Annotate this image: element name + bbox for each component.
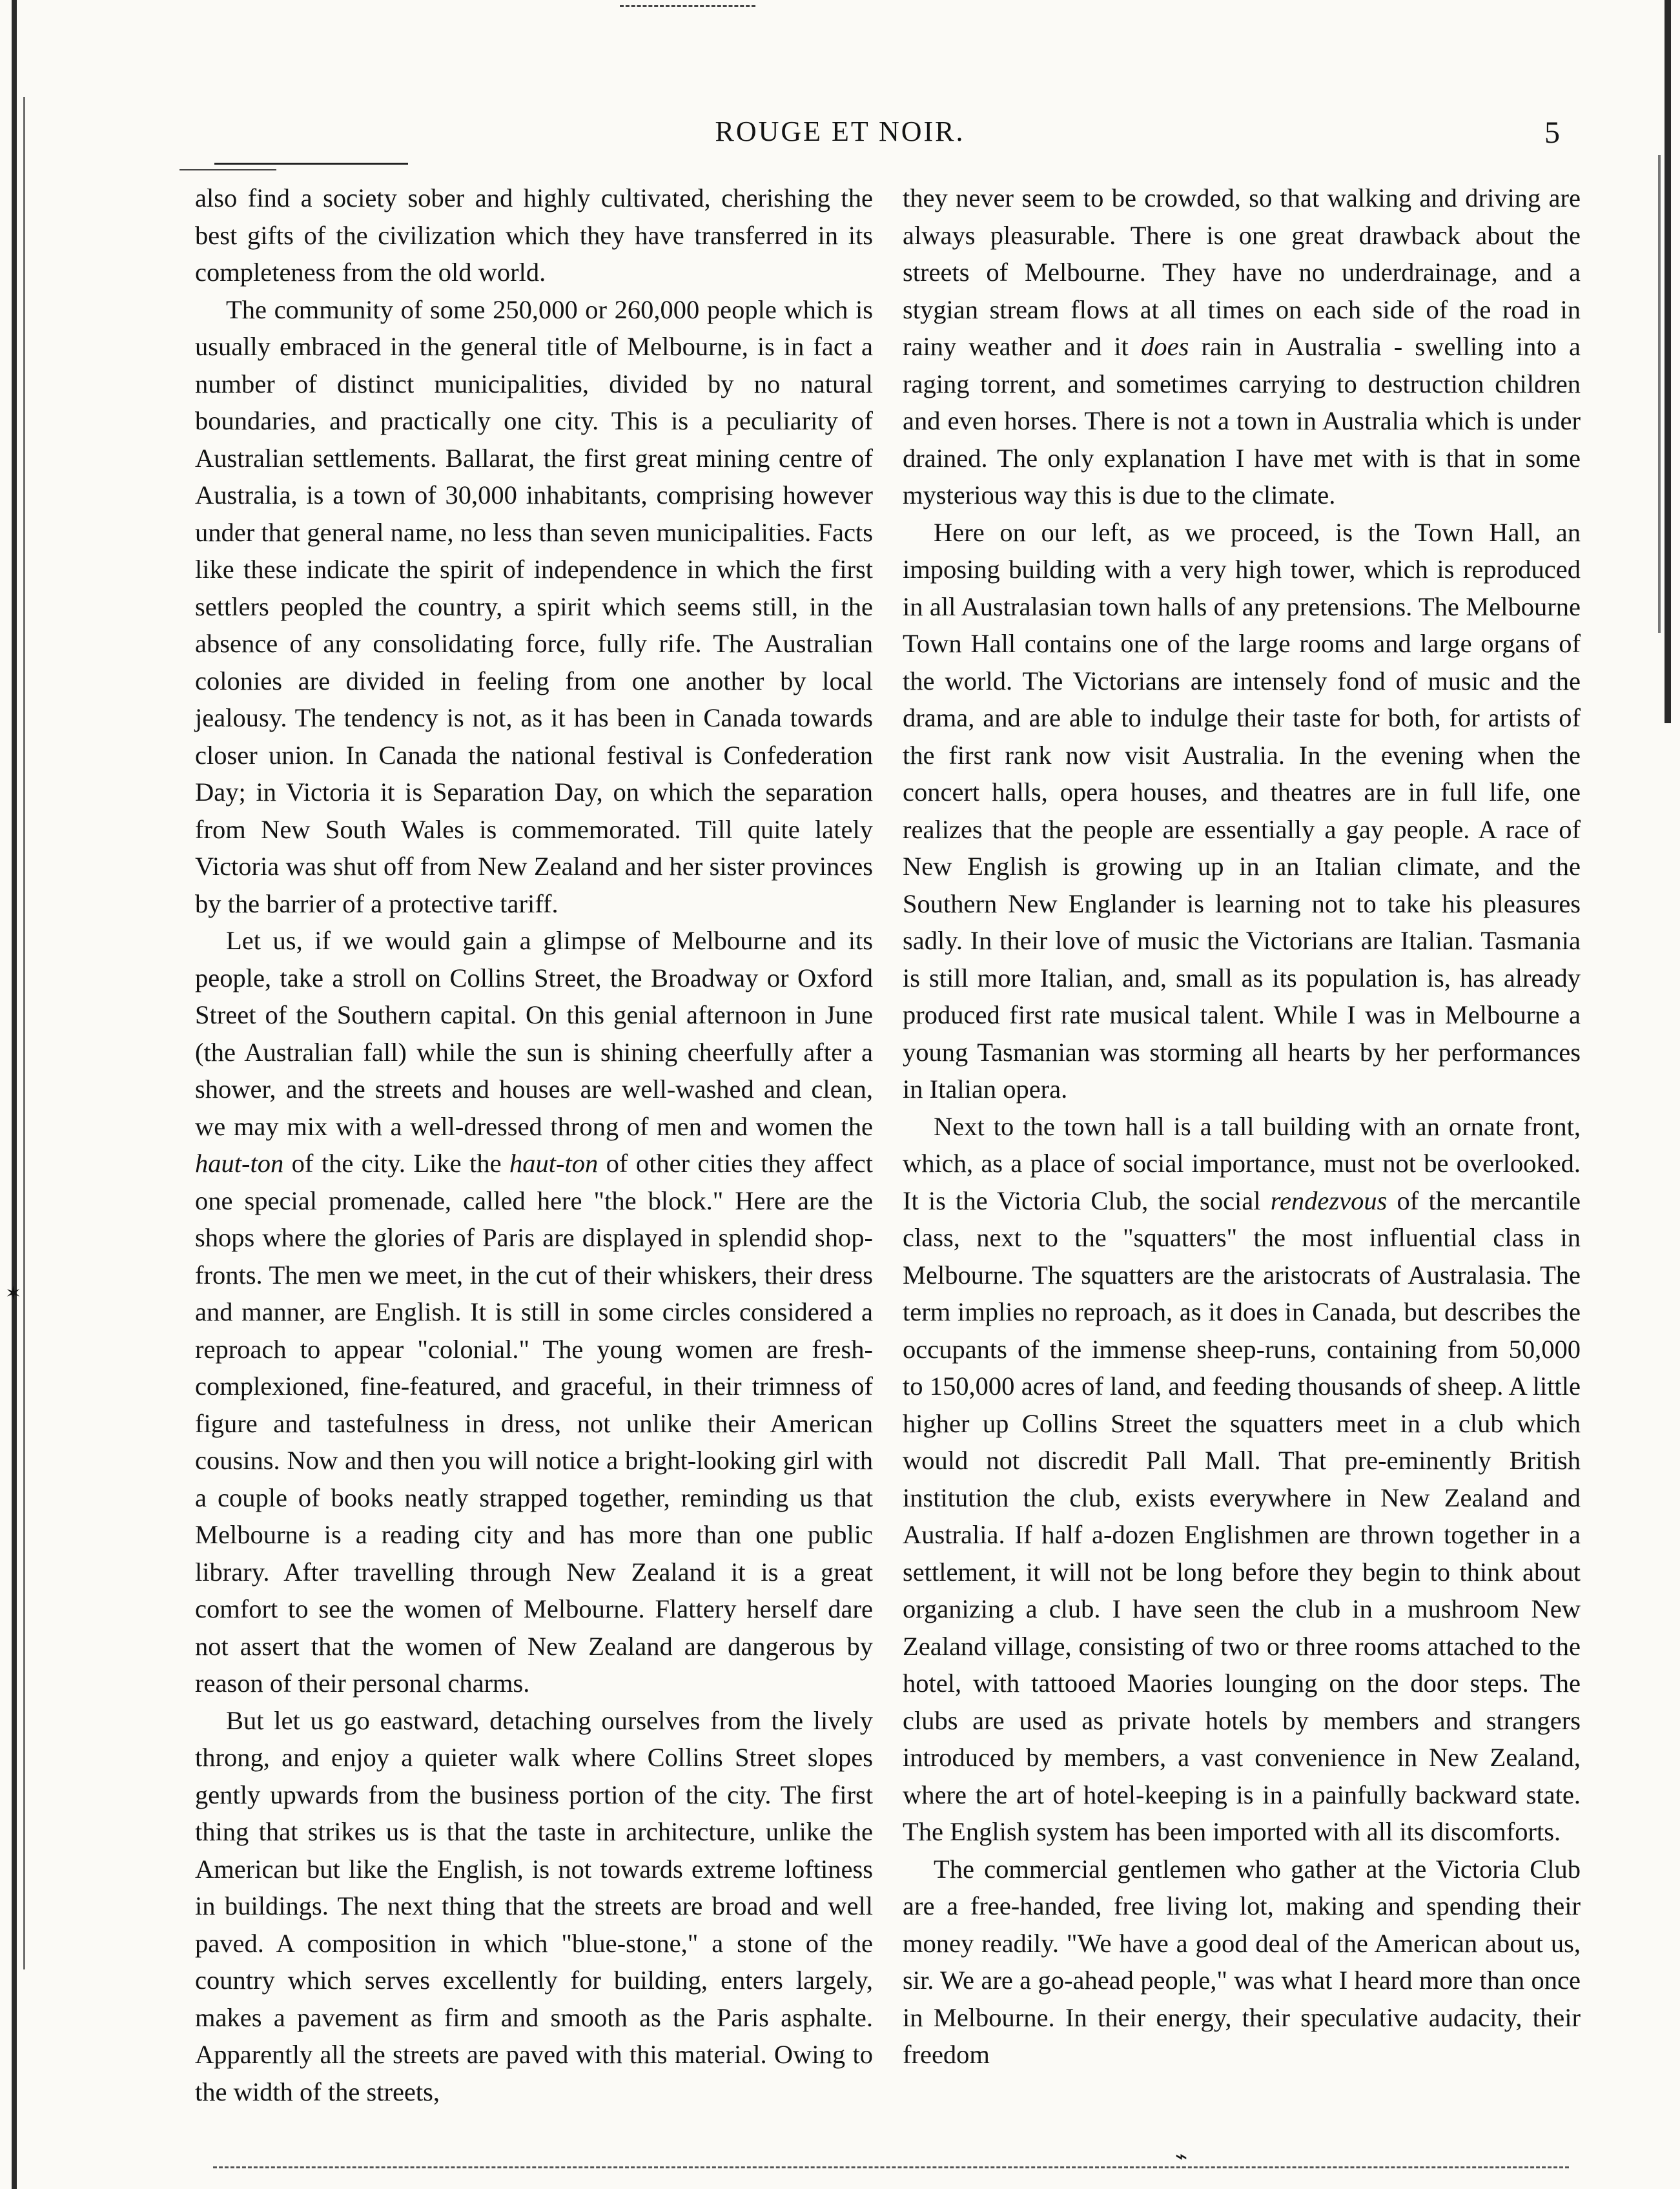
left-column [195,180,873,2110]
right-column [903,180,1581,2073]
footer-ink-mark: ⌁ [1175,2144,1188,2168]
right-page-edge [1665,0,1671,723]
text-run: rain in Australia - swelling into a raging torrent, and sometimes carrying to destruction children and even horses. There is not a town in Australia which is under drained. The only explanation I have met with is that in some mysterious way this is due to the climate. [903,332,1581,509]
paragraph [903,1108,1581,1851]
paragraph: The community of some 250,000 or 260,000 people which is usually embraced in the general title of Melbourne, is in fact a number of distinct municipalities, divided by no natural boundaries, and practically one city. This is a peculiarity of Australian settlements. Ballarat, the first great mining centre of Australia, is a town of 30,000 inhabitants, comprising however under that general name, no less than seven municipalities. Facts like these indicate the spirit of independence in which the first settlers peopled the country, a spirit which seems still, in the absence of any consolidating force, fully rife. The Australian colonies are divided in feeling from one another by local jealousy. The tendency is not, as it has been in Canada towards closer union. In Canada the national festival is Confederation Day; in Victoria it is Separation Day, on which the separation from New South Wales is commemorated. Till quite lately Victoria was shut off from New Zealand and her sister provinces by the barrier of a protective tariff. [195,294,873,918]
top-scan-artifact [620,5,755,7]
paragraph: Here on our left, as we proceed, is the Town Hall, an imposing building with a very high tower, which is reproduced in all Australasian town halls of any pretensions. The Melbourne Town Hall contains one of the large rooms and large organs of the world. The Victorians are intensely fond of music and the drama, and are able to indulge their taste for both, for artists of the first rank now visit Australia. In the evening when the concert halls, opera houses, and theatres are in full life, one realizes that the people are essentially a gay people. A race of New English is growing up in an Italian climate, and the Southern New Englander is learning not to take his pleasures sadly. In their love of music the Victorians are Italian. Tasmania is still more Italian, and, small as its population is, has already produced first rate musical talent. While I was in Melbourne a young Tasmanian was storming all hearts by her performances in Italian opera. [903,517,1581,1104]
footer-dash-rule [213,2166,1569,2168]
italic-term: does [1141,332,1189,361]
text-run: Let us, if we would gain a glimpse of Melbourne and its people, take a stroll on Collins Street, the Broadway or Oxford Street of the Southern capital. On this genial afternoon in June (the Australian fall) while the sun is shining cheerfully after a shower, and the streets and houses are well-washed and clean, we may mix with a well-dressed throng of men and women the [195,926,873,1141]
paragraph: But let us go eastward, detaching ourselves from the lively throng, and enjoy a quieter walk where Collins Street slopes gently upwards from the business portion of the city. The first thing that strikes us is that the taste in architecture, unlike the American but like the English, is not towards extreme loftiness in buildings. The next thing that the streets are broad and well paved. A composition in which "blue-stone," a stone of the country which serves excellently for building, enters largely, makes a pavement as firm and smooth as the Paris asphalte. Apparently all the streets are paved with this material. Owing to the width of the streets, [195,1705,873,2106]
header-rule [214,163,408,165]
italic-term: haut-ton [509,1149,599,1178]
page-number: 5 [1544,116,1560,150]
paragraph [195,922,873,1702]
paragraph: The commercial gentlemen who gather at the Victoria Club are a free-handed, free living lot, making and spending their money readily. "We have a good deal of the American about us, sir. We are a go-ahead people," was what I heard more than once in Melbourne. In their energy, their speculative audacity, their freedom [903,1854,1581,2069]
text-run: they never seem to be crowded, so that walking and driving are always pleasurable. There is one great drawback about the streets of Melbourne. They have no underdrainage, and a stygian stream flows at all times on each side of the road in rainy weather and it [903,183,1581,361]
text-run: Next to the town hall is a tall building with an ornate front, which, as a place of social importance, must not be overlooked. It is the Victoria Club, the social [903,1111,1581,1215]
running-title: ROUGE ET NOIR. [715,116,965,147]
left-binding-edge [12,0,17,2189]
left-binding-shadow [23,97,25,1969]
header-rule-short [179,169,276,170]
text-run: of the mercantile class, next to the "squatters" the most influential class in Melbourne. The squatters are the aristocrats of Australasia. The term implies no reproach, as it does in Canada, but describes the occupants of the immense sheep-runs, containing from 50,000 to 150,000 acres of land, and feeding thousands of sheep. A little higher up Collins Street the squatters meet in a club which would not discredit Pall Mall. That pre-eminently British institution the club, exists everywhere in New Zealand and Australia. If half a-dozen Englishmen are thrown together in a settlement, it will not be long before they begin to think about organizing a club. I have seen the club in a mushroom New Zealand village, consisting of two or three rooms attached to the hotel, with tattooed Maories lounging on the door steps. The clubs are used as private hotels by members and strangers introduced by members, a vast convenience in New Zealand, where the art of hotel-keeping is in a painfully backward state. The English system has been imported with all its discomforts. [903,1186,1581,1846]
italic-term: haut-ton [195,1149,284,1178]
text-run: of the city. Like the [283,1149,509,1178]
paragraph: also find a society sober and highly cultivated, cherishing the best gifts of the civilization which they have transferred in its completeness from the old world. [195,183,873,287]
paragraph [903,180,1581,514]
italic-term: rendezvous [1270,1186,1388,1215]
margin-ink-mark: ✶ [5,1283,22,1304]
text-run: of other cities they affect one special promenade, called here "the block." Here are the shops where the glories of Paris are displayed in splendid shop-fronts. The men we meet, in the cut of their whiskers, their dress and manner, are English. It is still in some circles considered a reproach to appear "colonial." The young women are fresh-complexioned, fine-featured, and graceful, in their trimness of figure and tastefulness in dress, not unlike their American cousins. Now and then you will notice a bright-looking girl with a couple of books neatly strapped together, reminding us that Melbourne is a reading city and has more than one public library. After travelling through New Zealand it is a great comfort to see the women of Melbourne. Flattery herself dare not assert that the women of New Zealand are dangerous by reason of their personal charms. [195,1149,873,1698]
right-page-shadow [1658,155,1661,633]
